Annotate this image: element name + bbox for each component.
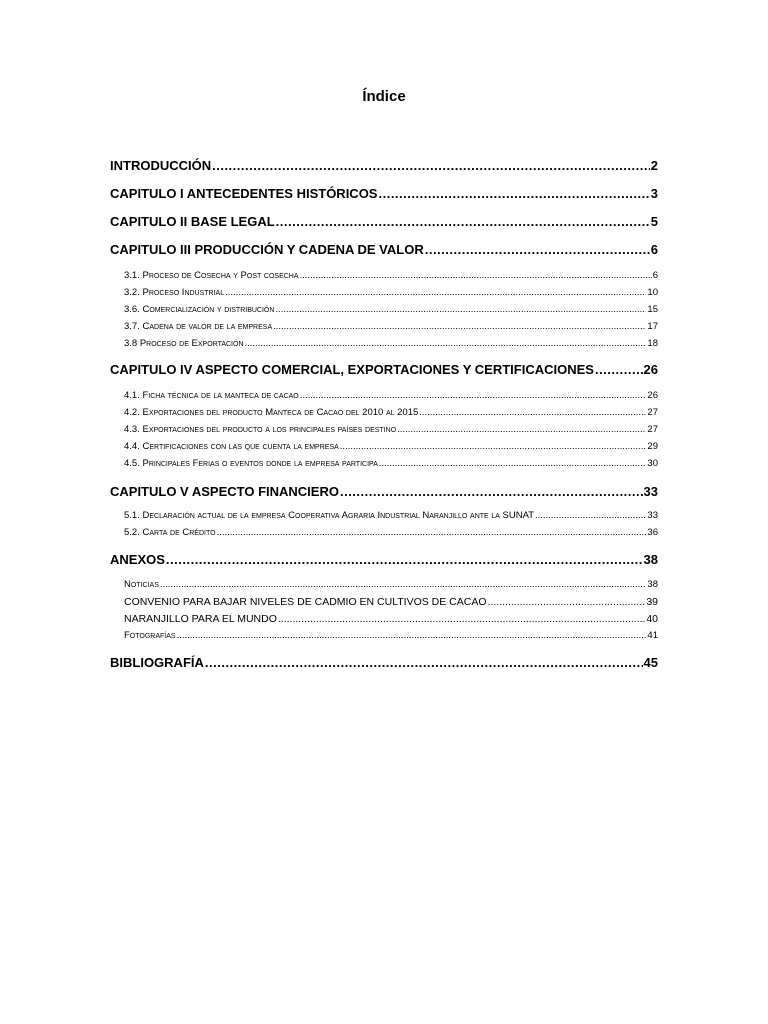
toc-entry-page: 29 <box>647 441 658 452</box>
toc-entry-4-5[interactable] <box>124 458 658 469</box>
toc-entry-label: ANEXOS <box>110 552 165 567</box>
dot-leader <box>177 630 647 641</box>
toc-entry-page: 30 <box>647 458 658 469</box>
page-title: Índice <box>362 88 406 105</box>
dot-leader <box>419 407 646 418</box>
toc-entry-label: 4.3. Exportaciones del producto a los principales países destino <box>124 424 397 435</box>
toc-entry-page: 17 <box>647 321 658 332</box>
toc-entry-page: 6 <box>652 270 658 281</box>
toc-entry-5-1[interactable] <box>124 510 658 521</box>
toc-entry-label: CAPITULO II BASE LEGAL <box>110 214 275 229</box>
toc-entry-page: 41 <box>647 630 658 641</box>
toc-entry-introduccion[interactable] <box>110 158 658 173</box>
toc-entry-page: 26 <box>643 362 658 377</box>
toc-entry-label: 3.6. Comercialización y distribución <box>124 304 275 315</box>
dot-leader <box>425 242 650 257</box>
toc-entry-label: 3.2. Proceso Industrial <box>124 287 225 298</box>
toc-entry-page: 36 <box>647 527 658 538</box>
toc-entry-label: CAPITULO I ANTECEDENTES HISTÓRICOS <box>110 186 378 201</box>
dot-leader <box>379 458 647 469</box>
dot-leader <box>340 441 647 452</box>
toc-entry-page: 2 <box>650 158 658 173</box>
toc-entry-convenio[interactable] <box>124 596 658 608</box>
toc-entry-label: 5.2. Carta de Crédito <box>124 527 216 538</box>
toc-entry-4-3[interactable] <box>124 424 658 435</box>
toc-entry-3-1[interactable] <box>124 270 658 281</box>
toc-entry-label: 4.1. Ficha técnica de la manteca de cacao <box>124 390 299 401</box>
dot-leader <box>595 362 643 377</box>
toc-entry-label: NARANJILLO PARA EL MUNDO <box>124 613 277 625</box>
dot-leader <box>340 484 643 499</box>
dot-leader <box>166 552 643 567</box>
dot-leader <box>205 655 643 670</box>
toc-entry-page: 45 <box>643 655 658 670</box>
toc-entry-label: BIBLIOGRAFÍA <box>110 655 204 670</box>
toc-entry-page: 40 <box>646 613 658 625</box>
toc-entry-label: 4.5. Principales Ferias o eventos donde la empresa participa <box>124 458 378 469</box>
toc-entry-page: 38 <box>643 552 658 567</box>
toc-entry-page: 15 <box>647 304 658 315</box>
toc-entry-label: 3.8 Proceso de Exportación <box>124 338 244 349</box>
dot-leader <box>212 158 650 173</box>
toc-entry-page: 26 <box>647 390 658 401</box>
dot-leader <box>397 424 646 435</box>
toc-entry-label: 3.1. Proceso de Cosecha y Post cosecha <box>124 270 299 281</box>
dot-leader <box>300 270 652 281</box>
toc-entry-label: Noticias <box>124 579 159 590</box>
toc-entry-bibliografia[interactable] <box>110 655 658 670</box>
dot-leader <box>225 287 646 298</box>
toc-entry-capitulo-5[interactable] <box>110 484 658 499</box>
dot-leader <box>300 390 647 401</box>
dot-leader <box>245 338 647 349</box>
toc-entry-4-2[interactable] <box>124 407 658 418</box>
dot-leader <box>378 186 649 201</box>
toc-entry-label: 4.4. Certificaciones con las que cuenta la empresa <box>124 441 339 452</box>
dot-leader <box>535 510 646 521</box>
toc-entry-label: CAPITULO III PRODUCCIÓN Y CADENA DE VALOR <box>110 242 424 257</box>
toc-entry-page: 18 <box>647 338 658 349</box>
toc-entry-capitulo-4[interactable] <box>110 362 658 377</box>
toc-entry-label: 4.2. Exportaciones del producto Manteca de Cacao del 2010 al 2015 <box>124 407 419 418</box>
toc-entry-label: CONVENIO PARA BAJAR NIVELES DE CADMIO EN CULTIVOS DE CACAO <box>124 596 487 608</box>
toc-entry-noticias[interactable] <box>124 579 658 590</box>
toc-entry-label: CAPITULO V ASPECTO FINANCIERO <box>110 484 339 499</box>
toc-entry-4-1[interactable] <box>124 390 658 401</box>
toc-entry-label: CAPITULO IV ASPECTO COMERCIAL, EXPORTACIONES Y CERTIFICACIONES <box>110 362 594 377</box>
toc-entry-label: 3.7. Cadena de valor de la empresa <box>124 321 273 332</box>
toc-entry-3-7[interactable] <box>124 321 658 332</box>
toc-entry-page: 6 <box>650 242 658 257</box>
dot-leader <box>488 596 646 608</box>
toc-entry-page: 3 <box>650 186 658 201</box>
dot-leader <box>275 304 646 315</box>
dot-leader <box>278 613 645 625</box>
toc-entry-4-4[interactable] <box>124 441 658 452</box>
toc-entry-3-6[interactable] <box>124 304 658 315</box>
toc-entry-label: 5.1. Declaración actual de la empresa Cooperativa Agraria Industrial Naranjillo ante la SUNAT <box>124 510 535 521</box>
dot-leader <box>273 321 646 332</box>
toc-entry-capitulo-3[interactable] <box>110 242 658 257</box>
toc-entry-5-2[interactable] <box>124 527 658 538</box>
toc-entry-page: 27 <box>647 424 658 435</box>
toc-entry-capitulo-2[interactable] <box>110 214 658 229</box>
toc-entry-fotografias[interactable] <box>124 630 658 641</box>
dot-leader <box>160 579 647 590</box>
toc-entry-page: 33 <box>647 510 658 521</box>
toc-entry-capitulo-1[interactable] <box>110 186 658 201</box>
toc-entry-page: 27 <box>647 407 658 418</box>
toc-entry-label: Fotografías <box>124 630 176 641</box>
toc-entry-page: 10 <box>647 287 658 298</box>
toc-entry-page: 5 <box>650 214 658 229</box>
toc-entry-page: 33 <box>643 484 658 499</box>
toc-entry-3-8[interactable] <box>124 338 658 349</box>
toc-entry-anexos[interactable] <box>110 552 658 567</box>
toc-entry-label: INTRODUCCIÓN <box>110 158 212 173</box>
dot-leader <box>276 214 650 229</box>
toc-entry-3-2[interactable] <box>124 287 658 298</box>
toc-entry-page: 38 <box>647 579 658 590</box>
toc-entry-naranjillo[interactable] <box>124 613 658 625</box>
dot-leader <box>217 527 647 538</box>
toc-entry-page: 39 <box>646 596 658 608</box>
